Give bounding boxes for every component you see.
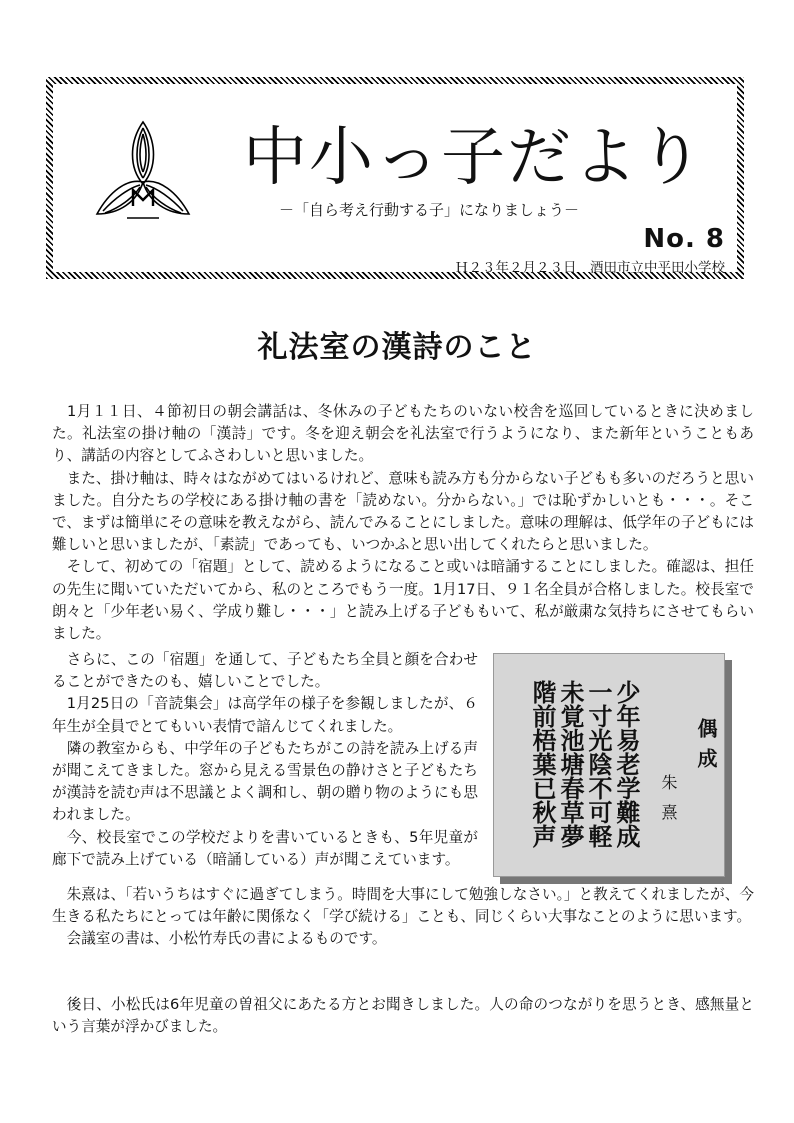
newsletter-title: 中小っ子だより <box>243 121 705 195</box>
article-paragraph: 1月１１日、４節初日の朝会講話は、冬休みの子どもたちのいない校舎を巡回しているときに決めました。礼法室の掛け軸の「漢詩」です。冬を迎え朝会を礼法室で行うようになり、また新年ということもあり、講話の内容としてふさわしいと思いました。 また、掛け軸は、時々はながめてはいるけれど、意味も読み方も分からない子どもも多いのだろうと思いました。自分たちの学校にある掛け軸の書を「読めない。分からない。」では恥ずかしいとも・・・。そこで、まずは簡単にその意味を教えながら、読んでみることにしました。意味の理解は、低学年の子どもには難しいと思いましたが、「素読」であっても、いつかふと思い出してくれたらと思いました。 そして、初めての「宿題」として、読めるようになること或いは暗誦することにしました。確認は、担任の先生に聞いていただいてから、私のところでもう一度。1月17日、９１名全員が合格しました。校長室で朗々と「少年老い易く、学成り難し・・・」と読み上げる子どももいて、私が厳粛な気持ちにさせてもらいました。 <box>52 403 754 643</box>
school-emblem-icon <box>93 118 193 228</box>
poem-line: 少年易老学難成 <box>612 680 640 848</box>
issue-number: No. 8 <box>643 224 725 254</box>
poem-box <box>493 653 725 877</box>
article-paragraph: さらに、この「宿題」を通して、子どもたち全員と顔を合わせることができたのも、嬉しいことでした。 1月25日の「音読集会」は高学年の様子を参観しましたが、６年生が全員でとてもいい表情で諳んじてくれました。 隣の教室からも、中学年の子どもたちがこの詩を読み上げる声が聞こえてきました。窓から見える雪景色の静けさと子どもたちが漢詩を読む声は不思議とよく調和し、朝の贈り物のようにも思われました。 今、校長室でこの学校だよりを書いているときも、5年児童が廊下で読み上げている（暗誦している）声が聞こえています。 <box>52 651 478 868</box>
poem-author: 朱熹 <box>659 774 678 834</box>
article-title: 礼法室の漢詩のこと <box>257 330 537 365</box>
poem-line: 階前梧葉已秋声 <box>528 680 556 848</box>
newsletter-subtitle: －「自ら考え行動する子」になりましょう－ <box>279 201 580 219</box>
poem-title: 偶成 <box>694 718 718 778</box>
article-paragraph: 朱熹は、「若いうちはすぐに過ぎてしまう。時間を大事にして勉強しなさい。」と教えてくれましたが、今生きる私たちにとっては年齢に関係なく「学び続ける」ことも、同じくらい大事なことのように思います。 会議室の書は、小松竹寿氏の書によるものです。 <box>52 886 754 948</box>
date-and-school: Ｈ２３年２月２３日 酒田市立中平田小学校 <box>455 260 725 276</box>
article-paragraph: 後日、小松氏は6年児童の曽祖父にあたる方とお聞きしました。人の命のつながりを思うとき、感無量という言葉が浮かびました。 <box>52 996 754 1036</box>
poem-line: 未覚池塘春草夢 <box>556 680 584 848</box>
newsletter-header <box>46 77 744 279</box>
poem-line: 一寸光陰不可軽 <box>584 680 612 848</box>
